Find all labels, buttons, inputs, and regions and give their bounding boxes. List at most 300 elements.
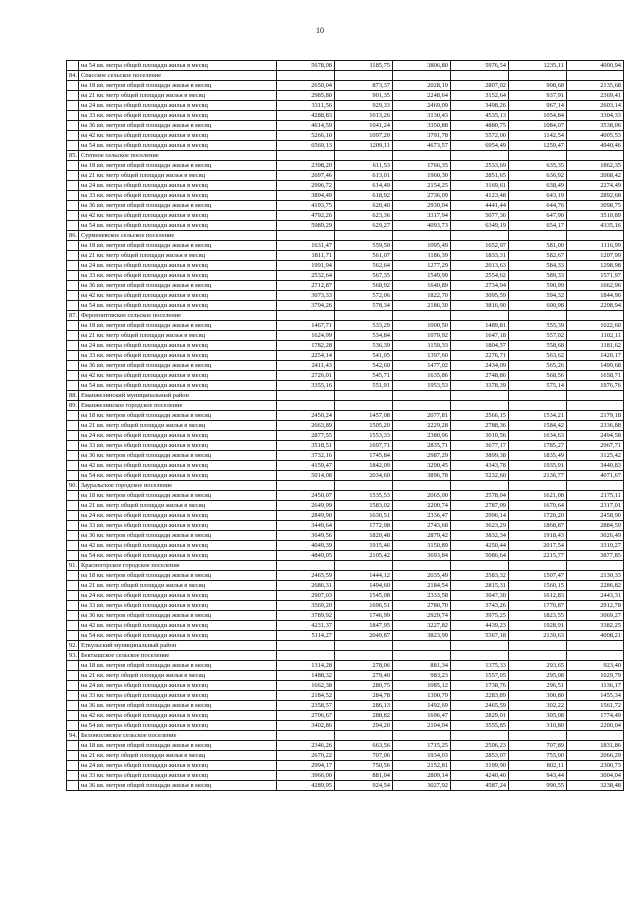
value-cell: 3823,99 bbox=[393, 631, 451, 641]
value-cell bbox=[277, 71, 335, 81]
value-cell: 3743,26 bbox=[451, 601, 509, 611]
value-cell: 3677,17 bbox=[451, 441, 509, 451]
row-number bbox=[67, 511, 79, 521]
table-row bbox=[67, 341, 624, 351]
value-cell: 542,60 bbox=[335, 361, 393, 371]
value-cell: 2853,07 bbox=[451, 751, 509, 761]
value-cell: 1494,60 bbox=[335, 581, 393, 591]
row-number bbox=[67, 631, 79, 641]
value-cell: 2849,90 bbox=[277, 511, 335, 521]
value-cell: 565,26 bbox=[509, 361, 567, 371]
table-row bbox=[67, 171, 624, 181]
value-cell: 663,56 bbox=[335, 741, 393, 751]
section-row bbox=[67, 731, 624, 741]
row-number bbox=[67, 501, 79, 511]
value-cell: 2398,20 bbox=[277, 161, 335, 171]
section-title: Феропонтовское сельское поселение bbox=[79, 311, 277, 321]
value-cell: 2130,33 bbox=[567, 571, 624, 581]
row-number bbox=[67, 341, 79, 351]
value-cell: 943,44 bbox=[509, 771, 567, 781]
value-cell: 2077,81 bbox=[393, 411, 451, 421]
value-cell: 2028,19 bbox=[393, 81, 451, 91]
value-cell: 1624,99 bbox=[277, 331, 335, 341]
value-cell: 541,05 bbox=[335, 351, 393, 361]
section-title: Зауральское городское поселение bbox=[79, 481, 277, 491]
table-row bbox=[67, 621, 624, 631]
table-row bbox=[67, 541, 624, 551]
value-cell: 638,49 bbox=[509, 181, 567, 191]
value-cell: 563,62 bbox=[509, 351, 567, 361]
value-cell: 1420,17 bbox=[567, 351, 624, 361]
value-cell: 908,68 bbox=[509, 81, 567, 91]
value-cell bbox=[509, 71, 567, 81]
value-cell: 1209,11 bbox=[335, 141, 393, 151]
row-number bbox=[67, 661, 79, 671]
value-cell: 4093,73 bbox=[393, 221, 451, 231]
value-cell: 3794,26 bbox=[277, 301, 335, 311]
value-cell: 5086,64 bbox=[451, 551, 509, 561]
value-cell bbox=[393, 401, 451, 411]
value-cell: 2892,68 bbox=[567, 191, 624, 201]
value-cell: 5014,08 bbox=[277, 471, 335, 481]
value-cell: 2726,01 bbox=[277, 371, 335, 381]
row-label: на 42 кв. метра общей площади жилья в месяц bbox=[79, 131, 277, 141]
value-cell: 3317,94 bbox=[393, 211, 451, 221]
value-cell: 300,80 bbox=[509, 691, 567, 701]
table-row bbox=[67, 321, 624, 331]
value-cell bbox=[509, 731, 567, 741]
row-number bbox=[67, 711, 79, 721]
value-cell: 4673,57 bbox=[393, 141, 451, 151]
row-label: на 24 кв. метра общей площади жилья в месяц bbox=[79, 431, 277, 441]
value-cell: 1259,47 bbox=[509, 141, 567, 151]
value-cell: 967,14 bbox=[509, 101, 567, 111]
value-cell: 1811,71 bbox=[277, 251, 335, 261]
value-cell: 2283,89 bbox=[451, 691, 509, 701]
value-cell: 3555,85 bbox=[451, 721, 509, 731]
value-cell: 1561,72 bbox=[567, 701, 624, 711]
row-label: на 42 кв. метра общей площади жилья в месяц bbox=[79, 541, 277, 551]
value-cell: 4289,95 bbox=[277, 781, 335, 791]
value-cell: 4000,94 bbox=[567, 61, 624, 71]
value-cell: 288,82 bbox=[335, 711, 393, 721]
value-cell bbox=[277, 151, 335, 161]
value-cell: 614,49 bbox=[335, 181, 393, 191]
value-cell: 3693,84 bbox=[393, 551, 451, 561]
row-number: 92. bbox=[67, 641, 79, 651]
table-row bbox=[67, 61, 624, 71]
value-cell: 2105,42 bbox=[335, 551, 393, 561]
value-cell: 1934,03 bbox=[393, 751, 451, 761]
value-cell bbox=[335, 641, 393, 651]
value-cell: 4343,78 bbox=[451, 461, 509, 471]
value-cell: 647,90 bbox=[509, 211, 567, 221]
value-cell: 2443,31 bbox=[567, 591, 624, 601]
value-cell bbox=[335, 311, 393, 321]
row-label: на 33 кв. метра общей площади жилья в месяц bbox=[79, 521, 277, 531]
value-cell: 2200,74 bbox=[393, 501, 451, 511]
value-cell: 2736,09 bbox=[393, 191, 451, 201]
value-cell: 1535,53 bbox=[335, 491, 393, 501]
value-cell: 5114,27 bbox=[277, 631, 335, 641]
value-cell: 3350,88 bbox=[393, 121, 451, 131]
value-cell: 1560,15 bbox=[509, 581, 567, 591]
value-cell: 4049,39 bbox=[277, 541, 335, 551]
row-number bbox=[67, 471, 79, 481]
value-cell: 1842,09 bbox=[335, 461, 393, 471]
value-cell: 2877,55 bbox=[277, 431, 335, 441]
value-cell: 4849,05 bbox=[277, 551, 335, 561]
value-cell: 5077,36 bbox=[451, 211, 509, 221]
value-cell: 279,40 bbox=[335, 671, 393, 681]
value-cell: 1397,60 bbox=[393, 351, 451, 361]
value-cell: 1766,35 bbox=[393, 161, 451, 171]
value-cell: 755,00 bbox=[509, 751, 567, 761]
value-cell: 4940,46 bbox=[567, 141, 624, 151]
value-cell: 3069,27 bbox=[567, 611, 624, 621]
value-cell: 1662,96 bbox=[567, 281, 624, 291]
value-cell: 2450,07 bbox=[277, 491, 335, 501]
value-cell: 2013,63 bbox=[451, 261, 509, 271]
value-cell: 2743,68 bbox=[393, 521, 451, 531]
value-cell: 3238,48 bbox=[567, 781, 624, 791]
value-cell: 2411,43 bbox=[277, 361, 335, 371]
table-row bbox=[67, 121, 624, 131]
row-label: на 21 кв. метр общей площади жилья в месяц bbox=[79, 331, 277, 341]
row-label: на 33 кв. метра общей площади жилья в месяц bbox=[79, 351, 277, 361]
value-cell: 1612,83 bbox=[509, 591, 567, 601]
row-number: 84. bbox=[67, 71, 79, 81]
value-cell: 5572,00 bbox=[451, 131, 509, 141]
value-cell: 600,98 bbox=[509, 301, 567, 311]
value-cell: 3623,29 bbox=[451, 521, 509, 531]
value-cell: 293,65 bbox=[509, 661, 567, 671]
value-cell: 937,91 bbox=[509, 91, 567, 101]
value-cell: 302,22 bbox=[509, 701, 567, 711]
value-cell: 2336,47 bbox=[393, 511, 451, 521]
value-cell: 568,92 bbox=[335, 281, 393, 291]
value-cell: 2450,24 bbox=[277, 411, 335, 421]
value-cell: 1991,94 bbox=[277, 261, 335, 271]
row-number: 89. bbox=[67, 401, 79, 411]
value-cell: 3440,83 bbox=[567, 461, 624, 471]
section-title: Сурменевское сельское поселение bbox=[79, 231, 277, 241]
value-cell: 2136,77 bbox=[509, 471, 567, 481]
value-cell: 929,33 bbox=[335, 101, 393, 111]
row-number bbox=[67, 621, 79, 631]
value-cell: 2139,63 bbox=[509, 631, 567, 641]
row-label: на 24 кв. метра общей площади жилья в месяц bbox=[79, 511, 277, 521]
value-cell: 534,84 bbox=[335, 331, 393, 341]
table-row bbox=[67, 771, 624, 781]
row-number bbox=[67, 251, 79, 261]
value-cell: 2835,71 bbox=[393, 441, 451, 451]
value-cell: 3026,49 bbox=[567, 531, 624, 541]
value-cell: 1557,05 bbox=[451, 671, 509, 681]
value-cell: 2200,04 bbox=[567, 721, 624, 731]
row-label: на 21 кв. метр общей площади жилья в месяц bbox=[79, 501, 277, 511]
value-cell: 1492,69 bbox=[393, 701, 451, 711]
value-cell: 3966,00 bbox=[277, 771, 335, 781]
table-row bbox=[67, 131, 624, 141]
table-row bbox=[67, 601, 624, 611]
section-row bbox=[67, 641, 624, 651]
row-number: 90. bbox=[67, 481, 79, 491]
row-label: на 33 кв. метра общей площади жилья в месяц bbox=[79, 441, 277, 451]
row-label: на 21 кв. метр общей площади жилья в месяц bbox=[79, 91, 277, 101]
row-number bbox=[67, 141, 79, 151]
row-label: на 54 кв. метра общей площади жилья в месяц bbox=[79, 381, 277, 391]
value-cell: 310,80 bbox=[509, 721, 567, 731]
value-cell: 1390,79 bbox=[393, 691, 451, 701]
value-cell: 3199,90 bbox=[451, 761, 509, 771]
value-cell: 2494,58 bbox=[567, 431, 624, 441]
table-row bbox=[67, 681, 624, 691]
value-cell: 2506,23 bbox=[451, 741, 509, 751]
row-number bbox=[67, 461, 79, 471]
value-cell: 4792,26 bbox=[277, 211, 335, 221]
value-cell: 582,67 bbox=[509, 251, 567, 261]
value-cell: 2465,59 bbox=[451, 701, 509, 711]
value-cell: 572,06 bbox=[335, 291, 393, 301]
value-cell: 2583,32 bbox=[451, 571, 509, 581]
value-cell: 1774,49 bbox=[567, 711, 624, 721]
value-cell: 6349,19 bbox=[451, 221, 509, 231]
value-cell: 1029,79 bbox=[567, 671, 624, 681]
value-cell: 1823,55 bbox=[509, 611, 567, 621]
value-cell bbox=[567, 151, 624, 161]
value-cell: 284,78 bbox=[335, 691, 393, 701]
value-cell: 873,37 bbox=[335, 81, 393, 91]
section-row bbox=[67, 231, 624, 241]
value-cell: 557,02 bbox=[509, 331, 567, 341]
row-label: на 36 кв. метров общей площади жилья в месяц bbox=[79, 451, 277, 461]
value-cell: 2996,72 bbox=[277, 181, 335, 191]
value-cell: 2065,00 bbox=[393, 491, 451, 501]
row-number bbox=[67, 191, 79, 201]
value-cell: 3899,38 bbox=[451, 451, 509, 461]
value-cell bbox=[567, 731, 624, 741]
row-label: на 24 кв. метра общей площади жилья в месяц bbox=[79, 761, 277, 771]
table-row bbox=[67, 301, 624, 311]
row-label: на 33 кв. метра общей площади жилья в месяц bbox=[79, 191, 277, 201]
value-cell: 305,08 bbox=[509, 711, 567, 721]
value-cell: 1745,84 bbox=[335, 451, 393, 461]
value-cell: 589,33 bbox=[509, 271, 567, 281]
section-title: Еткульский муниципальный район bbox=[79, 641, 277, 651]
value-cell: 3310,27 bbox=[567, 541, 624, 551]
row-number: 93. bbox=[67, 651, 79, 661]
row-number: 87. bbox=[67, 311, 79, 321]
value-cell bbox=[509, 481, 567, 491]
value-cell bbox=[277, 391, 335, 401]
row-number bbox=[67, 441, 79, 451]
value-cell: 5232,60 bbox=[451, 471, 509, 481]
value-cell: 2336,88 bbox=[567, 421, 624, 431]
table-row bbox=[67, 161, 624, 171]
table-row bbox=[67, 781, 624, 791]
value-cell: 1720,20 bbox=[509, 511, 567, 521]
row-number bbox=[67, 381, 79, 391]
value-cell: 611,53 bbox=[335, 161, 393, 171]
value-cell: 2358,57 bbox=[277, 701, 335, 711]
value-cell: 5367,18 bbox=[451, 631, 509, 641]
row-label: на 21 кв. метр общей площади жилья в месяц bbox=[79, 751, 277, 761]
table-row bbox=[67, 721, 624, 731]
row-label: на 18 кв. метров общей площади жилья в месяц bbox=[79, 741, 277, 751]
value-cell: 1102,11 bbox=[567, 331, 624, 341]
value-cell: 1868,87 bbox=[509, 521, 567, 531]
value-cell: 2434,09 bbox=[451, 361, 509, 371]
row-label: на 18 кв. метров общей площади жилья в месяц bbox=[79, 241, 277, 251]
value-cell: 2788,36 bbox=[451, 421, 509, 431]
value-cell: 1084,07 bbox=[509, 121, 567, 131]
value-cell: 2829,01 bbox=[451, 711, 509, 721]
value-cell: 2603,14 bbox=[567, 101, 624, 111]
table-row bbox=[67, 501, 624, 511]
value-cell: 1772,98 bbox=[335, 521, 393, 531]
row-label: на 18 кв. метров общей площади жилья в месяц bbox=[79, 491, 277, 501]
row-label: на 54 кв. метра общей площади жилья в месяц bbox=[79, 471, 277, 481]
table-row bbox=[67, 201, 624, 211]
value-cell: 1545,08 bbox=[335, 591, 393, 601]
value-cell: 1499,68 bbox=[567, 361, 624, 371]
table-row bbox=[67, 611, 624, 621]
value-cell bbox=[567, 71, 624, 81]
table-row bbox=[67, 111, 624, 121]
row-number bbox=[67, 121, 79, 131]
value-cell: 3027,92 bbox=[393, 781, 451, 791]
table-row bbox=[67, 381, 624, 391]
row-label: на 36 кв. метров общей площади жилья в месяц bbox=[79, 201, 277, 211]
row-number bbox=[67, 491, 79, 501]
row-number bbox=[67, 171, 79, 181]
row-number bbox=[67, 201, 79, 211]
value-cell: 2208,94 bbox=[567, 301, 624, 311]
row-number bbox=[67, 761, 79, 771]
section-title: Еманжелинское городское поселение bbox=[79, 401, 277, 411]
row-label: на 36 кв. метров общей площади жилья в месяц bbox=[79, 611, 277, 621]
row-number bbox=[67, 681, 79, 691]
value-cell: 1785,27 bbox=[509, 441, 567, 451]
value-cell: 1835,49 bbox=[509, 451, 567, 461]
row-number bbox=[67, 271, 79, 281]
row-number bbox=[67, 611, 79, 621]
value-cell: 561,07 bbox=[335, 251, 393, 261]
value-cell: 1715,25 bbox=[393, 741, 451, 751]
value-cell: 1822,70 bbox=[393, 291, 451, 301]
section-row bbox=[67, 71, 624, 81]
value-cell bbox=[509, 401, 567, 411]
value-cell: 286,13 bbox=[335, 701, 393, 711]
value-cell: 881,04 bbox=[335, 771, 393, 781]
value-cell: 2104,04 bbox=[393, 721, 451, 731]
value-cell: 2184,52 bbox=[277, 691, 335, 701]
value-cell bbox=[393, 641, 451, 651]
row-number bbox=[67, 411, 79, 421]
row-label: на 21 кв. метр общей площади жилья в месяц bbox=[79, 581, 277, 591]
row-label: на 21 кв. метр общей площади жилья в месяц bbox=[79, 671, 277, 681]
row-label: на 42 кв. метра общей площади жилья в месяц bbox=[79, 621, 277, 631]
table-row bbox=[67, 291, 624, 301]
row-number bbox=[67, 721, 79, 731]
section-title: Белоносовское сельское поселение bbox=[79, 731, 277, 741]
value-cell bbox=[567, 481, 624, 491]
value-cell: 581,00 bbox=[509, 241, 567, 251]
value-cell: 2929,74 bbox=[393, 611, 451, 621]
table-row bbox=[67, 251, 624, 261]
value-cell: 1097,20 bbox=[335, 131, 393, 141]
table-row bbox=[67, 441, 624, 451]
value-cell bbox=[567, 641, 624, 651]
value-cell: 2035,49 bbox=[393, 571, 451, 581]
row-number bbox=[67, 421, 79, 431]
value-cell: 6954,49 bbox=[451, 141, 509, 151]
row-number: 85. bbox=[67, 151, 79, 161]
value-cell: 2996,14 bbox=[451, 511, 509, 521]
table-row bbox=[67, 211, 624, 221]
value-cell: 3152,64 bbox=[451, 91, 509, 101]
value-cell: 1022,60 bbox=[567, 321, 624, 331]
value-cell: 2154,25 bbox=[393, 181, 451, 191]
value-cell: 924,54 bbox=[335, 781, 393, 791]
value-cell: 1634,63 bbox=[509, 431, 567, 441]
value-cell: 1489,81 bbox=[451, 321, 509, 331]
value-cell: 2686,31 bbox=[277, 581, 335, 591]
table-row bbox=[67, 331, 624, 341]
value-cell bbox=[451, 641, 509, 651]
value-cell: 1770,87 bbox=[509, 601, 567, 611]
value-cell: 2034,60 bbox=[335, 471, 393, 481]
value-cell: 2987,29 bbox=[393, 451, 451, 461]
row-number bbox=[67, 361, 79, 371]
value-cell bbox=[335, 391, 393, 401]
value-cell bbox=[393, 311, 451, 321]
value-cell: 1584,42 bbox=[509, 421, 567, 431]
value-cell bbox=[393, 481, 451, 491]
value-cell: 2274,49 bbox=[567, 181, 624, 191]
value-cell: 2049,87 bbox=[335, 631, 393, 641]
value-cell: 1136,17 bbox=[567, 681, 624, 691]
section-title: Красногорское городское поселение bbox=[79, 561, 277, 571]
value-cell: 983,23 bbox=[393, 671, 451, 681]
value-cell: 3877,85 bbox=[567, 551, 624, 561]
value-cell bbox=[393, 731, 451, 741]
value-cell bbox=[277, 641, 335, 651]
value-cell: 4535,13 bbox=[451, 111, 509, 121]
value-cell: 3789,92 bbox=[277, 611, 335, 621]
value-cell: 4008,21 bbox=[567, 631, 624, 641]
value-cell: 2186,30 bbox=[393, 301, 451, 311]
value-cell: 3047,30 bbox=[451, 591, 509, 601]
value-cell: 1054,84 bbox=[509, 111, 567, 121]
value-cell: 3150,89 bbox=[393, 541, 451, 551]
row-number bbox=[67, 321, 79, 331]
value-cell: 1928,91 bbox=[509, 621, 567, 631]
value-cell bbox=[335, 651, 393, 661]
row-number bbox=[67, 451, 79, 461]
table-row bbox=[67, 591, 624, 601]
value-cell: 1041,24 bbox=[335, 121, 393, 131]
row-number bbox=[67, 571, 79, 581]
value-cell: 2985,80 bbox=[277, 91, 335, 101]
value-cell: 1976,76 bbox=[567, 381, 624, 391]
row-label: на 18 кв. метров общей площади жилья в месяц bbox=[79, 571, 277, 581]
row-label: на 54 кв. метра общей площади жилья в месяц bbox=[79, 61, 277, 71]
table-row bbox=[67, 101, 624, 111]
row-label: на 36 кв. метров общей площади жилья в месяц bbox=[79, 361, 277, 371]
value-cell: 2135,68 bbox=[567, 81, 624, 91]
